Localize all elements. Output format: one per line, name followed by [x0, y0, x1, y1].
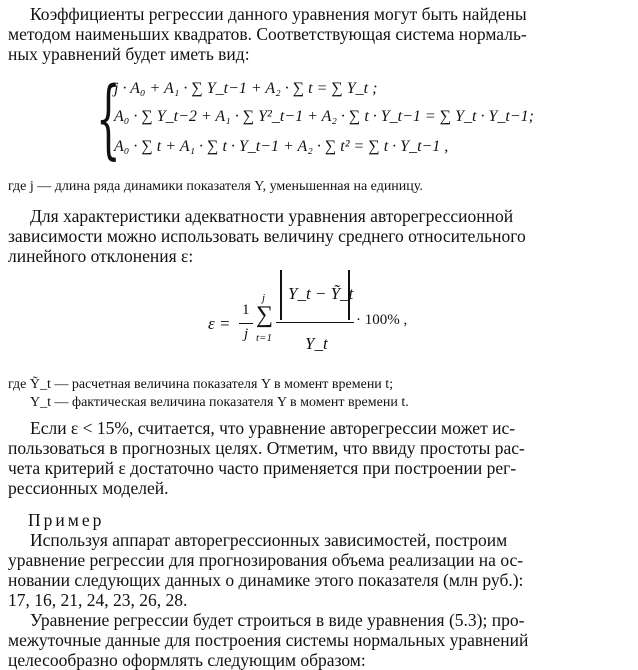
text-line: межуточные данные для построения системы нормальных уравнений: [8, 630, 529, 650]
sum-lower: t=1: [256, 332, 272, 344]
text-line: пользоваться в прогнозных целях. Отметим, что ввиду простоты рас-: [8, 438, 525, 458]
text-line: Уравнение регрессии будет строиться в виде уравнения (5.3); про-: [30, 610, 525, 630]
normal-equations-system: [96, 69, 534, 169]
text-line: уравнение регрессии для прогнозирования объема реализации на ос-: [8, 550, 524, 570]
formula-lhs: ε =: [208, 314, 231, 333]
formula-one: 1: [242, 302, 250, 318]
text-line: Если ε < 15%, считается, что уравнение авторегрессии может ис-: [30, 418, 516, 438]
text-line: новании следующих данных о динамике этого показателя (млн руб.):: [8, 570, 524, 590]
intro-paragraph: [30, 4, 638, 24]
text-line: Используя аппарат авторегрессионных зависимостей, построим: [30, 530, 508, 550]
formula-j: j: [244, 326, 249, 342]
formula-numerator: Y_t − Ỹ_t: [288, 284, 354, 303]
formula-tail: · 100% ,: [356, 312, 408, 328]
text-line: целесообразно оформлять следующим образом:: [8, 650, 366, 670]
text-line: чета критерий ε достаточно часто применяется при построении рег-: [8, 458, 517, 478]
epsilon-formula: [208, 268, 448, 368]
text-line: зависимости можно использовать величину среднего относительного: [8, 226, 526, 246]
text-line: Коэффициенты регрессии данного уравнения могут быть найдены: [30, 4, 527, 24]
legend: где Ỹ_t — расчетная величина показателя Y в момент времени t; Y_t — фактическая величина показателя Y в момент времени t.: [8, 377, 409, 410]
intro-paragraph-cont: [8, 24, 638, 64]
system-equation-1: j · A₀ + A₁ · ∑ Y_t−1 + A₂ · ∑ t = ∑ Y_t ;: [114, 80, 378, 97]
text-line: ных уравнений будет иметь вид:: [8, 44, 250, 64]
example-paragraph: [8, 530, 638, 670]
example-heading: Пример: [28, 510, 105, 530]
text-line: Для характеристики адекватности уравнения авторегрессионной: [30, 206, 514, 226]
text-line: рессионных моделей.: [8, 478, 169, 498]
formula-denominator: Y_t: [305, 334, 328, 353]
criterion-paragraph: [8, 418, 638, 498]
sum-sign: ∑: [256, 302, 274, 328]
sum-upper: j: [262, 292, 266, 304]
text-line: методом наименьших квадратов. Соответствующая система нормаль-: [8, 24, 527, 44]
system-equation-3: A₀ · ∑ t + A₁ · ∑ t · Y_t−1 + A₂ · ∑ t² = ∑ t · Y_t−1 ,: [114, 138, 449, 155]
text-line: линейного отклонения ε:: [8, 246, 194, 266]
adequacy-paragraph: [8, 206, 638, 266]
system-brace: {: [96, 69, 121, 169]
system-equation-2: A₀ · ∑ Y_t−2 + A₁ · ∑ Y²_t−1 + A₂ · ∑ t · Y_t−1 = ∑ Y_t · Y_t−1;: [114, 108, 534, 125]
where-j-note: где j — длина ряда динамики показателя Y, уменьшенная на единицу.: [8, 179, 423, 194]
text-line: 17, 16, 21, 24, 23, 26, 28.: [8, 590, 188, 610]
